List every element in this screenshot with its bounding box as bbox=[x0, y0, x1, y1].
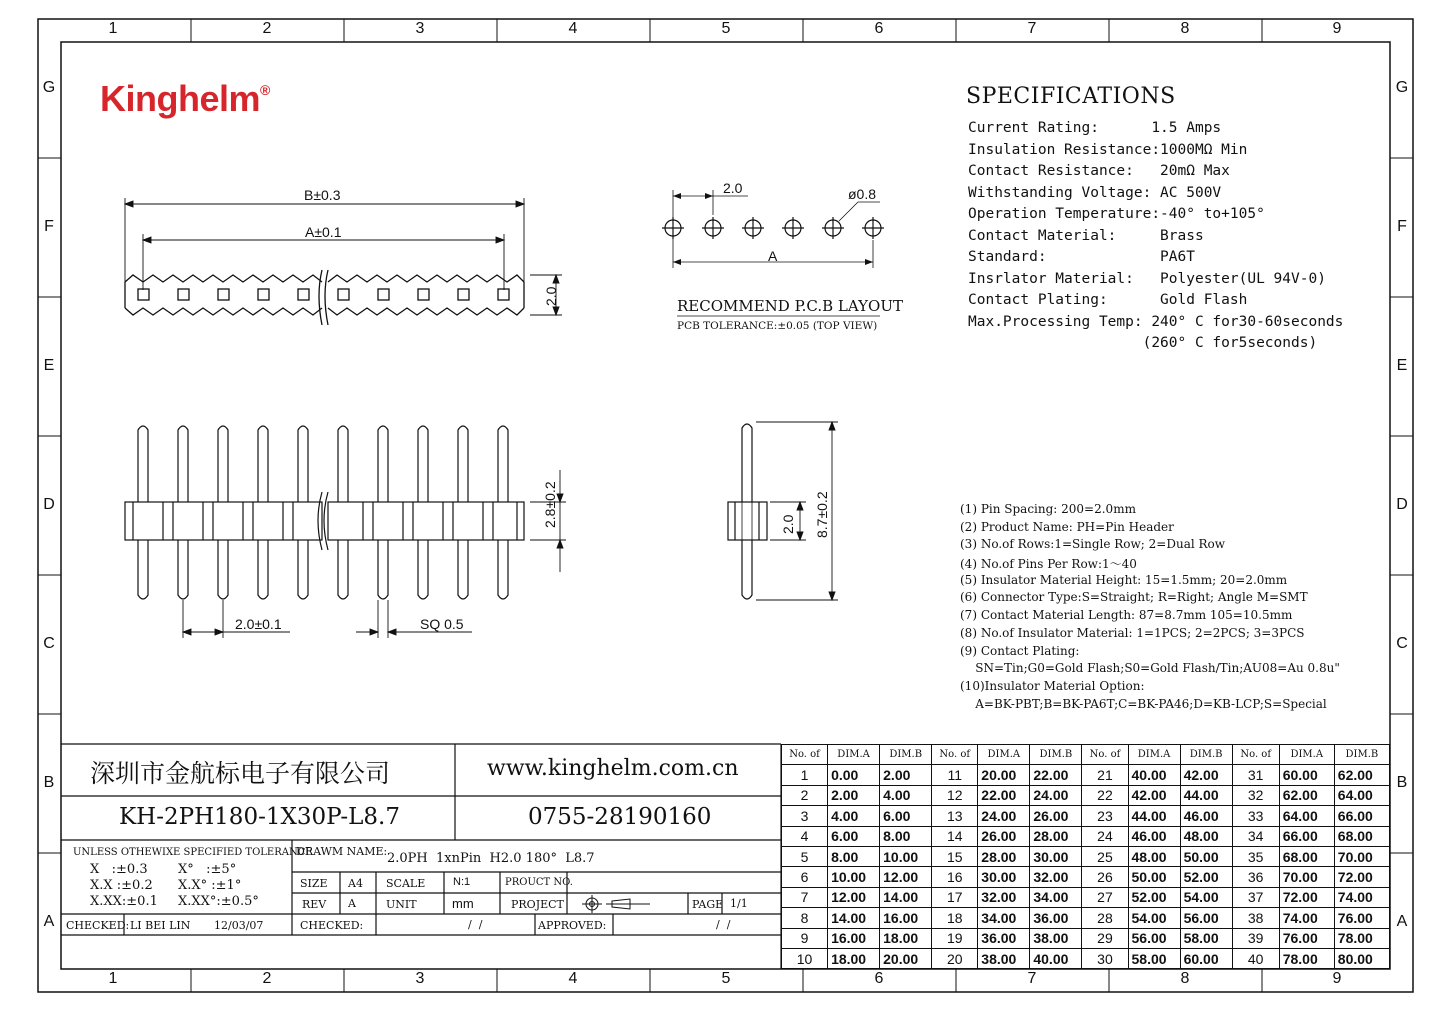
table-row bbox=[782, 908, 1390, 928]
grid-col-8: 8 bbox=[1180, 20, 1190, 37]
dim-top-height-label: 2.0 bbox=[543, 286, 559, 306]
dim-a-cell: 54.00 bbox=[1128, 908, 1180, 928]
grid-row-f-right: F bbox=[1397, 218, 1407, 235]
dim-b-cell: 60.00 bbox=[1180, 948, 1232, 968]
dim-a-cell: 2.00 bbox=[828, 785, 880, 805]
spec-max-processing-temp: Max.Processing Temp: 240° C for30-60seconds bbox=[968, 313, 1344, 330]
front-view bbox=[125, 426, 524, 599]
option-line: (2) Product Name: PH=Pin Header bbox=[960, 519, 1174, 534]
pcb-layout-title: RECOMMEND P.C.B LAYOUT bbox=[677, 297, 903, 315]
grid-row-e: E bbox=[43, 357, 55, 374]
pin-count-cell: 6 bbox=[782, 867, 828, 887]
dim-b-cell: 30.00 bbox=[1030, 846, 1082, 866]
dim-b-cell: 18.00 bbox=[880, 928, 932, 948]
dim-a-cell: 42.00 bbox=[1128, 785, 1180, 805]
option-line: (4) No.of Pins Per Row:1～40 bbox=[960, 557, 1137, 572]
dim-a-cell: 70.00 bbox=[1279, 867, 1334, 887]
dim-b-cell: 12.00 bbox=[880, 867, 932, 887]
option-line: (6) Connector Type:S=Straight; R=Right; Angle M=SMT bbox=[960, 590, 1308, 605]
dim-b-cell: 40.00 bbox=[1030, 948, 1082, 968]
dim-a-cell: 0.00 bbox=[828, 765, 880, 785]
header-dim-a: DIM.A bbox=[828, 745, 880, 765]
pcb-tolerance-note: PCB TOLERANCE:±0.05 (TOP VIEW) bbox=[677, 320, 878, 332]
dim-a-cell: 50.00 bbox=[1128, 867, 1180, 887]
dim-b-cell: 64.00 bbox=[1334, 785, 1389, 805]
spec-standard: Standard: PA6T bbox=[968, 249, 1195, 265]
option-line: SN=Tin;G0=Gold Flash;S0=Gold Flash/Tin;AU08=Au 0.8u" bbox=[960, 661, 1340, 676]
dim-b-cell: 58.00 bbox=[1180, 928, 1232, 948]
dim-a-cell: 24.00 bbox=[978, 806, 1030, 826]
grid-col-6: 6 bbox=[874, 20, 884, 37]
dim-a-cell: 6.00 bbox=[828, 826, 880, 846]
dim-pcb-hole-label: ø0.8 bbox=[848, 186, 877, 202]
dim-a-cell: 58.00 bbox=[1128, 948, 1180, 968]
pin-count-cell: 7 bbox=[782, 887, 828, 907]
pin-count-cell: 23 bbox=[1082, 806, 1128, 826]
dim-b-cell: 42.00 bbox=[1180, 765, 1232, 785]
table-row bbox=[782, 826, 1390, 846]
dim-a-cell: 26.00 bbox=[978, 826, 1030, 846]
option-line: (8) No.of Insulator Material: 1=1PCS; 2=2PCS; 3=3PCS bbox=[960, 625, 1305, 640]
dim-pitch-label: 2.0±0.1 bbox=[235, 616, 282, 632]
dim-b-cell: 48.00 bbox=[1180, 826, 1232, 846]
grid-col-3: 3 bbox=[415, 20, 425, 37]
dim-a-cell: 8.00 bbox=[828, 846, 880, 866]
pin-count-cell: 37 bbox=[1232, 887, 1279, 907]
dim-b-cell: 14.00 bbox=[880, 887, 932, 907]
company-website: www.kinghelm.com.cn bbox=[487, 756, 739, 781]
option-line: (5) Insulator Material Height: 15=1.5mm; 20=2.0mm bbox=[960, 572, 1288, 587]
header-dim-b: DIM.B bbox=[1180, 745, 1232, 765]
option-line: (10)Insulator Material Option: bbox=[960, 678, 1145, 693]
dim-b-cell: 38.00 bbox=[1030, 928, 1082, 948]
grid-row-d: D bbox=[43, 496, 55, 513]
pin-count-cell: 28 bbox=[1082, 908, 1128, 928]
pin-count-cell: 13 bbox=[932, 806, 978, 826]
dim-b-cell: 24.00 bbox=[1030, 785, 1082, 805]
unit-label: UNIT bbox=[386, 898, 417, 911]
pin-count-cell: 32 bbox=[1232, 785, 1279, 805]
dimension-table-header bbox=[782, 745, 1390, 765]
grid-col-7: 7 bbox=[1027, 20, 1037, 37]
pin-count-cell: 30 bbox=[1082, 948, 1128, 968]
dim-b-cell: 66.00 bbox=[1334, 806, 1389, 826]
side-view bbox=[728, 424, 767, 599]
pin-count-cell: 34 bbox=[1232, 826, 1279, 846]
dim-a-cell: 40.00 bbox=[1128, 765, 1180, 785]
pin-count-cell: 27 bbox=[1082, 887, 1128, 907]
dim-a-cell: 14.00 bbox=[828, 908, 880, 928]
pin-count-cell: 31 bbox=[1232, 765, 1279, 785]
scale-value: N:1 bbox=[453, 876, 471, 888]
dim-a-cell: 46.00 bbox=[1128, 826, 1180, 846]
option-line: (3) No.of Rows:1=Single Row; 2=Dual Row bbox=[960, 537, 1226, 552]
dim-b-cell: 28.00 bbox=[1030, 826, 1082, 846]
dim-b-cell: 72.00 bbox=[1334, 867, 1389, 887]
dimension-table bbox=[781, 744, 1390, 969]
tolerance-linear-1: X :±0.3 bbox=[90, 862, 148, 877]
dim-a-cell: 68.00 bbox=[1279, 846, 1334, 866]
spec-contact-resistance: Contact Resistance: 20mΩ Max bbox=[968, 163, 1230, 179]
grid-col-9-bottom: 9 bbox=[1332, 970, 1342, 987]
grid-col-9: 9 bbox=[1332, 20, 1342, 37]
checked-label: CHECKED: bbox=[66, 919, 130, 932]
dim-b-cell: 70.00 bbox=[1334, 846, 1389, 866]
dimension-table-body bbox=[782, 765, 1390, 969]
dim-a-cell: 78.00 bbox=[1279, 948, 1334, 968]
dim-a-cell: 76.00 bbox=[1279, 928, 1334, 948]
grid-row-b: B bbox=[43, 774, 55, 791]
dim-b-cell: 16.00 bbox=[880, 908, 932, 928]
part-number-options bbox=[960, 502, 1340, 714]
dim-b-cell: 4.00 bbox=[880, 785, 932, 805]
spec-withstanding-voltage: Withstanding Voltage: AC 500V bbox=[968, 184, 1222, 201]
grid-row-e-right: E bbox=[1396, 357, 1408, 374]
dim-pcb-pitch-label: 2.0 bbox=[723, 180, 743, 196]
pin-count-cell: 39 bbox=[1232, 928, 1279, 948]
product-no-label: PROUCT NO. bbox=[505, 877, 573, 888]
specifications-list bbox=[968, 120, 1343, 357]
dim-b-cell: 62.00 bbox=[1334, 765, 1389, 785]
grid-col-8-bottom: 8 bbox=[1180, 970, 1190, 987]
dim-a-cell: 74.00 bbox=[1279, 908, 1334, 928]
dim-a-cell: 4.00 bbox=[828, 806, 880, 826]
dim-a-cell: 44.00 bbox=[1128, 806, 1180, 826]
dim-b-cell: 36.00 bbox=[1030, 908, 1082, 928]
unit-value: mm bbox=[452, 896, 474, 911]
dim-a-cell: 72.00 bbox=[1279, 887, 1334, 907]
dim-a-cell: 12.00 bbox=[828, 887, 880, 907]
pin-count-cell: 4 bbox=[782, 826, 828, 846]
dim-a-cell: 36.00 bbox=[978, 928, 1030, 948]
grid-col-1-bottom: 1 bbox=[108, 970, 118, 987]
pin-count-cell: 29 bbox=[1082, 928, 1128, 948]
dim-total-length-label: 8.7±0.2 bbox=[814, 491, 830, 538]
drawn-name-label: DRAWM NAME: bbox=[296, 845, 388, 858]
grid-col-2-bottom: 2 bbox=[262, 970, 272, 987]
dim-a-cell: 64.00 bbox=[1279, 806, 1334, 826]
table-row bbox=[782, 928, 1390, 948]
grid-col-6-bottom: 6 bbox=[874, 970, 884, 987]
dim-a-cell: 28.00 bbox=[978, 846, 1030, 866]
drawn-name: 2.0PH 1xnPin H2.0 180° L8.7 bbox=[387, 851, 595, 866]
header-dim-a: DIM.A bbox=[978, 745, 1030, 765]
pin-count-cell: 38 bbox=[1232, 908, 1279, 928]
pin-count-cell: 40 bbox=[1232, 948, 1279, 968]
dim-b-cell: 56.00 bbox=[1180, 908, 1232, 928]
pin-count-cell: 10 bbox=[782, 948, 828, 968]
option-line: (7) Contact Material Length: 87=8.7mm 105=10.5mm bbox=[960, 608, 1293, 623]
page-label: PAGE bbox=[692, 898, 724, 911]
dim-b-cell: 8.00 bbox=[880, 826, 932, 846]
table-row bbox=[782, 867, 1390, 887]
dim-a-cell: 16.00 bbox=[828, 928, 880, 948]
pin-count-cell: 24 bbox=[1082, 826, 1128, 846]
grid-row-d-right: D bbox=[1396, 496, 1408, 513]
dim-square-label: SQ 0.5 bbox=[420, 616, 464, 632]
tolerance-linear-2: X.X :±0.2 bbox=[90, 878, 153, 893]
grid-col-5: 5 bbox=[721, 20, 731, 37]
grid-row-a: A bbox=[43, 913, 55, 930]
dim-a-cell: 20.00 bbox=[978, 765, 1030, 785]
kinghelm-logo bbox=[100, 78, 270, 120]
pin-count-cell: 18 bbox=[932, 908, 978, 928]
dim-side-height-label: 2.0 bbox=[780, 514, 796, 534]
header-dim-a: DIM.A bbox=[1128, 745, 1180, 765]
tolerance-title: UNLESS OTHEWIXE SPECIFIED TOLERANCE bbox=[73, 847, 313, 858]
dim-a-cell: 66.00 bbox=[1279, 826, 1334, 846]
spec-insulation-resistance: Insulation Resistance:1000MΩ Min bbox=[968, 141, 1248, 158]
dim-b-cell: 2.00 bbox=[880, 765, 932, 785]
company-phone: 0755-28190160 bbox=[528, 804, 712, 830]
dim-b-cell: 50.00 bbox=[1180, 846, 1232, 866]
grid-row-c-right: C bbox=[1396, 635, 1408, 652]
company-name: 深圳市金航标电子有限公司 bbox=[90, 759, 391, 788]
grid-col-1: 1 bbox=[108, 20, 118, 37]
dim-b-cell: 52.00 bbox=[1180, 867, 1232, 887]
option-line: (1) Pin Spacing: 200=2.0mm bbox=[960, 502, 1136, 516]
tolerance-angular-1: X° :±5° bbox=[178, 862, 237, 877]
header-no-of: No. of bbox=[932, 745, 978, 765]
pin-count-cell: 36 bbox=[1232, 867, 1279, 887]
size-value: A4 bbox=[348, 877, 363, 890]
table-row bbox=[782, 785, 1390, 805]
option-line: A=BK-PBT;B=BK-PA6T;C=BK-PA46;D=KB-LCP;S=Special bbox=[960, 696, 1327, 711]
dim-b-cell: 22.00 bbox=[1030, 765, 1082, 785]
header-no-of: No. of bbox=[1232, 745, 1279, 765]
header-dim-b: DIM.B bbox=[880, 745, 932, 765]
pin-count-cell: 2 bbox=[782, 785, 828, 805]
grid-row-c: C bbox=[43, 635, 55, 652]
pin-count-cell: 12 bbox=[932, 785, 978, 805]
dim-b-cell: 78.00 bbox=[1334, 928, 1389, 948]
pin-count-cell: 9 bbox=[782, 928, 828, 948]
logo-text: Kinghelm bbox=[100, 78, 261, 119]
table-row bbox=[782, 846, 1390, 866]
grid-row-g: G bbox=[42, 79, 56, 96]
pin-count-cell: 17 bbox=[932, 887, 978, 907]
pin-count-cell: 14 bbox=[932, 826, 978, 846]
table-row bbox=[782, 806, 1390, 826]
checked-by: LI BEI LIN bbox=[130, 919, 191, 932]
dim-a-cell: 34.00 bbox=[978, 908, 1030, 928]
dim-a-cell: 48.00 bbox=[1128, 846, 1180, 866]
pin-count-cell: 16 bbox=[932, 867, 978, 887]
dim-b-cell: 32.00 bbox=[1030, 867, 1082, 887]
registered-mark: ® bbox=[260, 82, 270, 98]
grid-row-a-right: A bbox=[1396, 913, 1408, 930]
pin-count-cell: 11 bbox=[932, 765, 978, 785]
header-dim-a: DIM.A bbox=[1279, 745, 1334, 765]
spec-max-processing-temp-alt: (260° C for5seconds) bbox=[968, 335, 1318, 351]
pin-count-cell: 8 bbox=[782, 908, 828, 928]
dim-b-cell: 6.00 bbox=[880, 806, 932, 826]
dim-b-cell: 80.00 bbox=[1334, 948, 1389, 968]
dim-pcb-a-label: A bbox=[768, 248, 778, 264]
pin-count-cell: 33 bbox=[1232, 806, 1279, 826]
spec-contact-plating: Contact Plating: Gold Flash bbox=[968, 292, 1248, 308]
spec-operation-temperature: Operation Temperature:-40° to+105° bbox=[968, 206, 1265, 222]
dim-a-label: A±0.1 bbox=[305, 224, 342, 240]
dim-b-cell: 10.00 bbox=[880, 846, 932, 866]
pin-count-cell: 19 bbox=[932, 928, 978, 948]
spec-current-rating: Current Rating: 1.5 Amps bbox=[968, 120, 1222, 136]
page-value: 1/1 bbox=[730, 897, 748, 910]
dim-a-cell: 10.00 bbox=[828, 867, 880, 887]
dim-b-cell: 34.00 bbox=[1030, 887, 1082, 907]
dim-a-cell: 30.00 bbox=[978, 867, 1030, 887]
size-label: SIZE bbox=[300, 877, 328, 890]
table-row bbox=[782, 887, 1390, 907]
dim-b-cell: 20.00 bbox=[880, 948, 932, 968]
top-view bbox=[125, 270, 524, 325]
pin-count-cell: 21 bbox=[1082, 765, 1128, 785]
approved-label: APPROVED: bbox=[538, 919, 607, 932]
dim-b-cell: 68.00 bbox=[1334, 826, 1389, 846]
dim-front-height-label: 2.8±0.2 bbox=[542, 481, 558, 528]
projection-symbol bbox=[582, 895, 650, 913]
tolerance-angular-2: X.X° :±1° bbox=[178, 878, 242, 893]
pin-count-cell: 35 bbox=[1232, 846, 1279, 866]
dim-a-cell: 60.00 bbox=[1279, 765, 1334, 785]
checked2-date: / / bbox=[468, 918, 483, 931]
checked2-label: CHECKED: bbox=[300, 919, 364, 932]
scale-label: SCALE bbox=[386, 877, 426, 890]
tolerance-angular-3: X.XX°:±0.5° bbox=[178, 894, 259, 909]
dim-b-cell: 44.00 bbox=[1180, 785, 1232, 805]
dim-b-cell: 76.00 bbox=[1334, 908, 1389, 928]
grid-row-g-right: G bbox=[1395, 79, 1409, 96]
table-row bbox=[782, 765, 1390, 785]
dim-a-cell: 56.00 bbox=[1128, 928, 1180, 948]
dim-a-cell: 62.00 bbox=[1279, 785, 1334, 805]
dim-b-cell: 26.00 bbox=[1030, 806, 1082, 826]
grid-col-3-bottom: 3 bbox=[415, 970, 425, 987]
top-view-dimensions bbox=[125, 198, 562, 315]
spec-insulator-material: Insrlator Material: Polyester(UL 94V-0) bbox=[968, 270, 1326, 287]
grid-col-4: 4 bbox=[568, 20, 578, 37]
pin-count-cell: 5 bbox=[782, 846, 828, 866]
grid-col-5-bottom: 5 bbox=[721, 970, 731, 987]
grid-row-f: F bbox=[44, 218, 54, 235]
dim-a-cell: 18.00 bbox=[828, 948, 880, 968]
pin-count-cell: 15 bbox=[932, 846, 978, 866]
pin-count-cell: 20 bbox=[932, 948, 978, 968]
checked-date: 12/03/07 bbox=[214, 919, 264, 932]
option-line: (9) Contact Plating: bbox=[960, 643, 1080, 658]
project-label: PROJECT bbox=[511, 898, 564, 911]
pin-count-cell: 26 bbox=[1082, 867, 1128, 887]
grid-row-b-right: B bbox=[1396, 774, 1408, 791]
dim-b-label: B±0.3 bbox=[304, 187, 341, 203]
pin-count-cell: 1 bbox=[782, 765, 828, 785]
approved-date: / / bbox=[716, 918, 731, 931]
rev-label: REV bbox=[302, 898, 327, 911]
dim-b-cell: 74.00 bbox=[1334, 887, 1389, 907]
header-dim-b: DIM.B bbox=[1030, 745, 1082, 765]
part-number: KH-2PH180-1X30P-L8.7 bbox=[119, 804, 400, 830]
dim-a-cell: 38.00 bbox=[978, 948, 1030, 968]
rev-value: A bbox=[348, 897, 356, 910]
pin-count-cell: 22 bbox=[1082, 785, 1128, 805]
grid-col-2: 2 bbox=[262, 20, 272, 37]
header-dim-b: DIM.B bbox=[1334, 745, 1389, 765]
dim-b-cell: 54.00 bbox=[1180, 887, 1232, 907]
specifications-title: SPECIFICATIONS bbox=[966, 84, 1176, 109]
dim-a-cell: 32.00 bbox=[978, 887, 1030, 907]
tolerance-linear-3: X.XX:±0.1 bbox=[90, 894, 158, 909]
dim-a-cell: 22.00 bbox=[978, 785, 1030, 805]
pin-count-cell: 3 bbox=[782, 806, 828, 826]
table-row bbox=[782, 948, 1390, 968]
header-no-of: No. of bbox=[782, 745, 828, 765]
dim-a-cell: 52.00 bbox=[1128, 887, 1180, 907]
dim-b-cell: 46.00 bbox=[1180, 806, 1232, 826]
pin-count-cell: 25 bbox=[1082, 846, 1128, 866]
header-no-of: No. of bbox=[1082, 745, 1128, 765]
grid-col-4-bottom: 4 bbox=[568, 970, 578, 987]
spec-contact-material: Contact Material: Brass bbox=[968, 227, 1204, 244]
grid-col-7-bottom: 7 bbox=[1027, 970, 1037, 987]
